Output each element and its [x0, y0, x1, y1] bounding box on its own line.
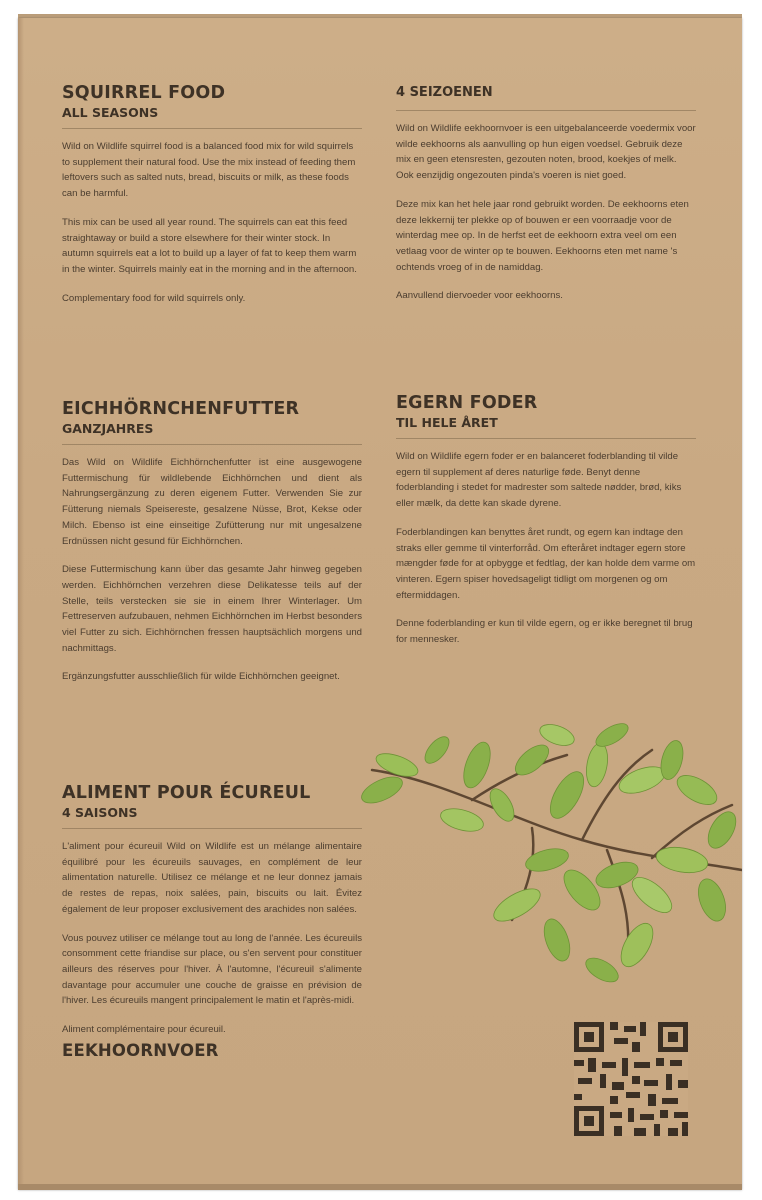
section-french: [62, 782, 362, 1062]
divider: [62, 128, 362, 129]
section-english: [62, 82, 362, 319]
german-subtitle: GANZJAHRES: [62, 421, 154, 436]
leaves-branch-illustration: [352, 710, 742, 1010]
german-paragraph-2: Diese Futtermischung kann über das gesamte Jahr hinweg gegeben werden. Eichhörnchen verzehren diese Delikatesse teils auf der Stelle, teils verstecken sie sie in einem Ihrer Winterlager. Um Fettreserven aufzubauen, nehmen Eichhörnchen im Herbst besonders viel Futter zu sich. Eichhörnchen fressen hauptsächlich morgens und nachmittags.: [62, 564, 362, 654]
english-paragraph-2: This mix can be used all year round. The squirrels can eat this feed straightaway or build a store elsewhere for their winter stock. In autumn squirrels eat a lot to build up a layer of fat to keep them warm in the winter. Squirrels mainly eat in the morning and in the afternoon.: [62, 216, 357, 275]
german-title: EICHHÖRNCHENFUTTER: [62, 399, 300, 419]
german-paragraph-3: Ergänzungsfutter ausschließlich für wilde Eichhörnchen geeignet.: [62, 671, 340, 683]
danish-subtitle: TIL HELE ÅRET: [396, 415, 498, 430]
danish-title: EGERN FODER: [396, 393, 538, 413]
french-paragraph-1: L'aliment pour écureuil Wild on Wildlife est un mélange alimentaire équilibré pour les écureuils sauvages, en complément de leur alimentation naturelle. Utilisez ce mélange et ne leur donnez jamais de restes de repas, noix salées, pain, biscuits ou lait. Évitez également de leur proposer exclusivement des arachides non salées.: [62, 841, 362, 915]
dutch-paragraph-2: Deze mix kan het hele jaar rond gebruikt worden. De eekhoorns eten deze lekkernij ter plekke op of bouwen er een voorraadje voor de winterdag mee op. In de herfst eet de eekhoorn extra veel om een vetlaag voor de winter op te bouwen. Eekhoorns eten met name 's ochtends vroeg of in de namiddag.: [396, 198, 689, 273]
danish-paragraph-2: Foderblandingen kan benyttes året rundt, og egern kan indtage den straks eller gemme til vinterforråd. Om efteråret indtager egern store mængder føde for at opbygge et fedtlag, der kan holde dem varme om vinteren. Egern spiser hovedsageligt tidligt om morgenen og om eftermiddagen.: [396, 526, 696, 601]
english-paragraph-1: Wild on Wildlife squirrel food is a balanced food mix for wild squirrels to supplement their natural food. Use the mix instead of feeding them leftovers such as salted nuts, bread, biscuits or milk, as these foods can be harmful.: [62, 141, 356, 200]
french-paragraph-2: Vous pouvez utiliser ce mélange tout au long de l'année. Les écureuils consomment cette friandise sur place, ou s'en servent pour constituer ailleurs des réserves pour l'hiver. À l'automne, l'écureuil s'alimente davantage pour accumuler une couche de graisse en prévision de l'hiver. Les écureuils mangent principalement le matin et l'après-midi.: [62, 932, 362, 1007]
french-subtitle: 4 SAISONS: [62, 805, 138, 820]
product-name-footer: EEKHOORNVOER: [62, 1040, 219, 1060]
german-paragraph-1: Das Wild on Wildlife Eichhörnchenfutter ist eine ausgewogene Futtermischung für wildlebende Eichhörnchen und dient als Nahrungsergänzung zu deren eigenem Futter. Verwenden Sie zur Fütterung niemals Speisereste, gesalzene Nüsse, Brot, Kekse oder Milch. Ebenso ist eine einseitige Zufütterung nur mit ungesalzene Erdnüssen nicht gesund für Eichhörnchen.: [62, 457, 362, 547]
english-paragraph-3: Complementary food for wild squirrels only.: [62, 292, 246, 304]
section-dutch: [396, 84, 696, 317]
danish-paragraph-1: Wild on Wildlife egern foder er en balanceret foderblanding til vilde egern til supplement af deres naturlige føde. Benyt denne foderblanding i stedet for madrester som saltede nødder, brød, kiks eller mælk, da dette kan skade dyrene.: [396, 451, 682, 510]
french-title: ALIMENT POUR ÉCUREUL: [62, 783, 311, 803]
french-paragraph-3: Aliment complémentaire pour écureuil.: [62, 1024, 226, 1036]
dutch-title: 4 SEIZOENEN: [396, 85, 493, 100]
section-danish: [396, 392, 696, 661]
danish-paragraph-3: Denne foderblanding er kun til vilde egern, og er ikke beregnet til brug for mennesker.: [396, 618, 693, 646]
section-german: [62, 398, 362, 698]
divider: [62, 444, 362, 445]
divider: [396, 438, 696, 439]
dutch-paragraph-3: Aanvullend diervoeder voor eekhoorns.: [396, 290, 563, 302]
box-left-edge: [18, 18, 24, 1190]
divider: [396, 110, 696, 111]
divider: [62, 828, 362, 829]
box-bottom-edge: [18, 1184, 742, 1190]
english-title: SQUIRREL FOOD: [62, 83, 226, 103]
qr-code-icon: [574, 1022, 688, 1136]
english-subtitle: ALL SEASONS: [62, 105, 159, 120]
dutch-paragraph-1: Wild on Wildlife eekhoornvoer is een uitgebalanceerde voedermix voor wilde eekhoorns als aanvulling op hun eigen voedsel. Gebruik deze mix en geen etensresten, gezouten noten, brood, koekjes of melk. Ook eenzijdig ongezouten pinda's voeren is niet goed.: [396, 123, 696, 182]
